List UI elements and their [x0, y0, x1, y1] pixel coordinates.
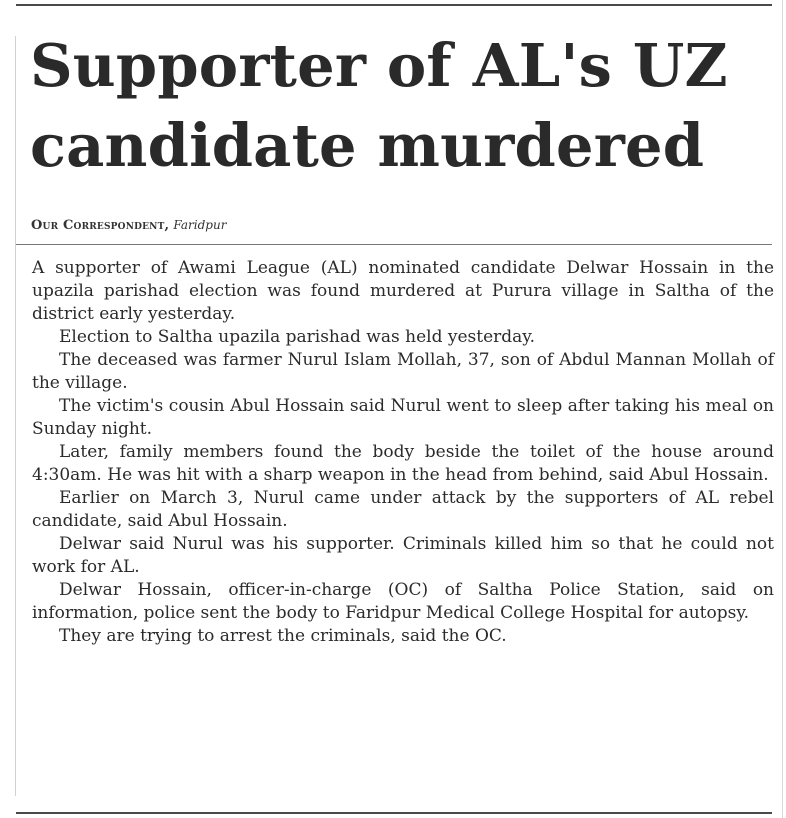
byline-name: Our Correspondent, [31, 218, 170, 233]
paragraph: Earlier on March 3, Nurul came under attack by the supporters of AL rebel candidate, said Abul Hossain. [32, 488, 774, 531]
paragraph: Election to Saltha upazila parishad was held yesterday. [59, 327, 536, 347]
paragraph: Delwar said Nurul was his supporter. Criminals killed him so that he could not work for AL. [32, 534, 774, 577]
headline-line-2: candidate murdered [30, 111, 705, 180]
paragraph: The deceased was farmer Nurul Islam Mollah, 37, son of Abdul Mannan Mollah of the village. [32, 350, 774, 393]
headline-line-1: Supporter of AL's UZ [30, 31, 728, 100]
paragraph: Later, family members found the body beside the toilet of the house around 4:30am. He was hit with a sharp weapon in the head from behind, said Abul Hossain. [32, 442, 774, 485]
paragraph: They are trying to arrest the criminals, said the OC. [59, 626, 507, 646]
headline [30, 26, 776, 186]
byline-rule [16, 244, 772, 245]
bottom-rule [16, 812, 772, 814]
article-body [32, 257, 774, 648]
column-rule [15, 36, 16, 796]
byline-place: Faridpur [173, 218, 227, 232]
paragraph: The victim's cousin Abul Hossain said Nurul went to sleep after taking his meal on Sunday night. [32, 396, 774, 439]
paragraph: Delwar Hossain, officer-in-charge (OC) of Saltha Police Station, said on information, police sent the body to Faridpur Medical College Hospital for autopsy. [32, 580, 774, 623]
paragraph: A supporter of Awami League (AL) nominated candidate Delwar Hossain in the upazila parishad election was found murdered at Purura village in Saltha of the district early yesterday. [32, 258, 774, 324]
edge-rule [782, 0, 783, 818]
top-rule [16, 4, 772, 6]
byline [31, 218, 226, 233]
